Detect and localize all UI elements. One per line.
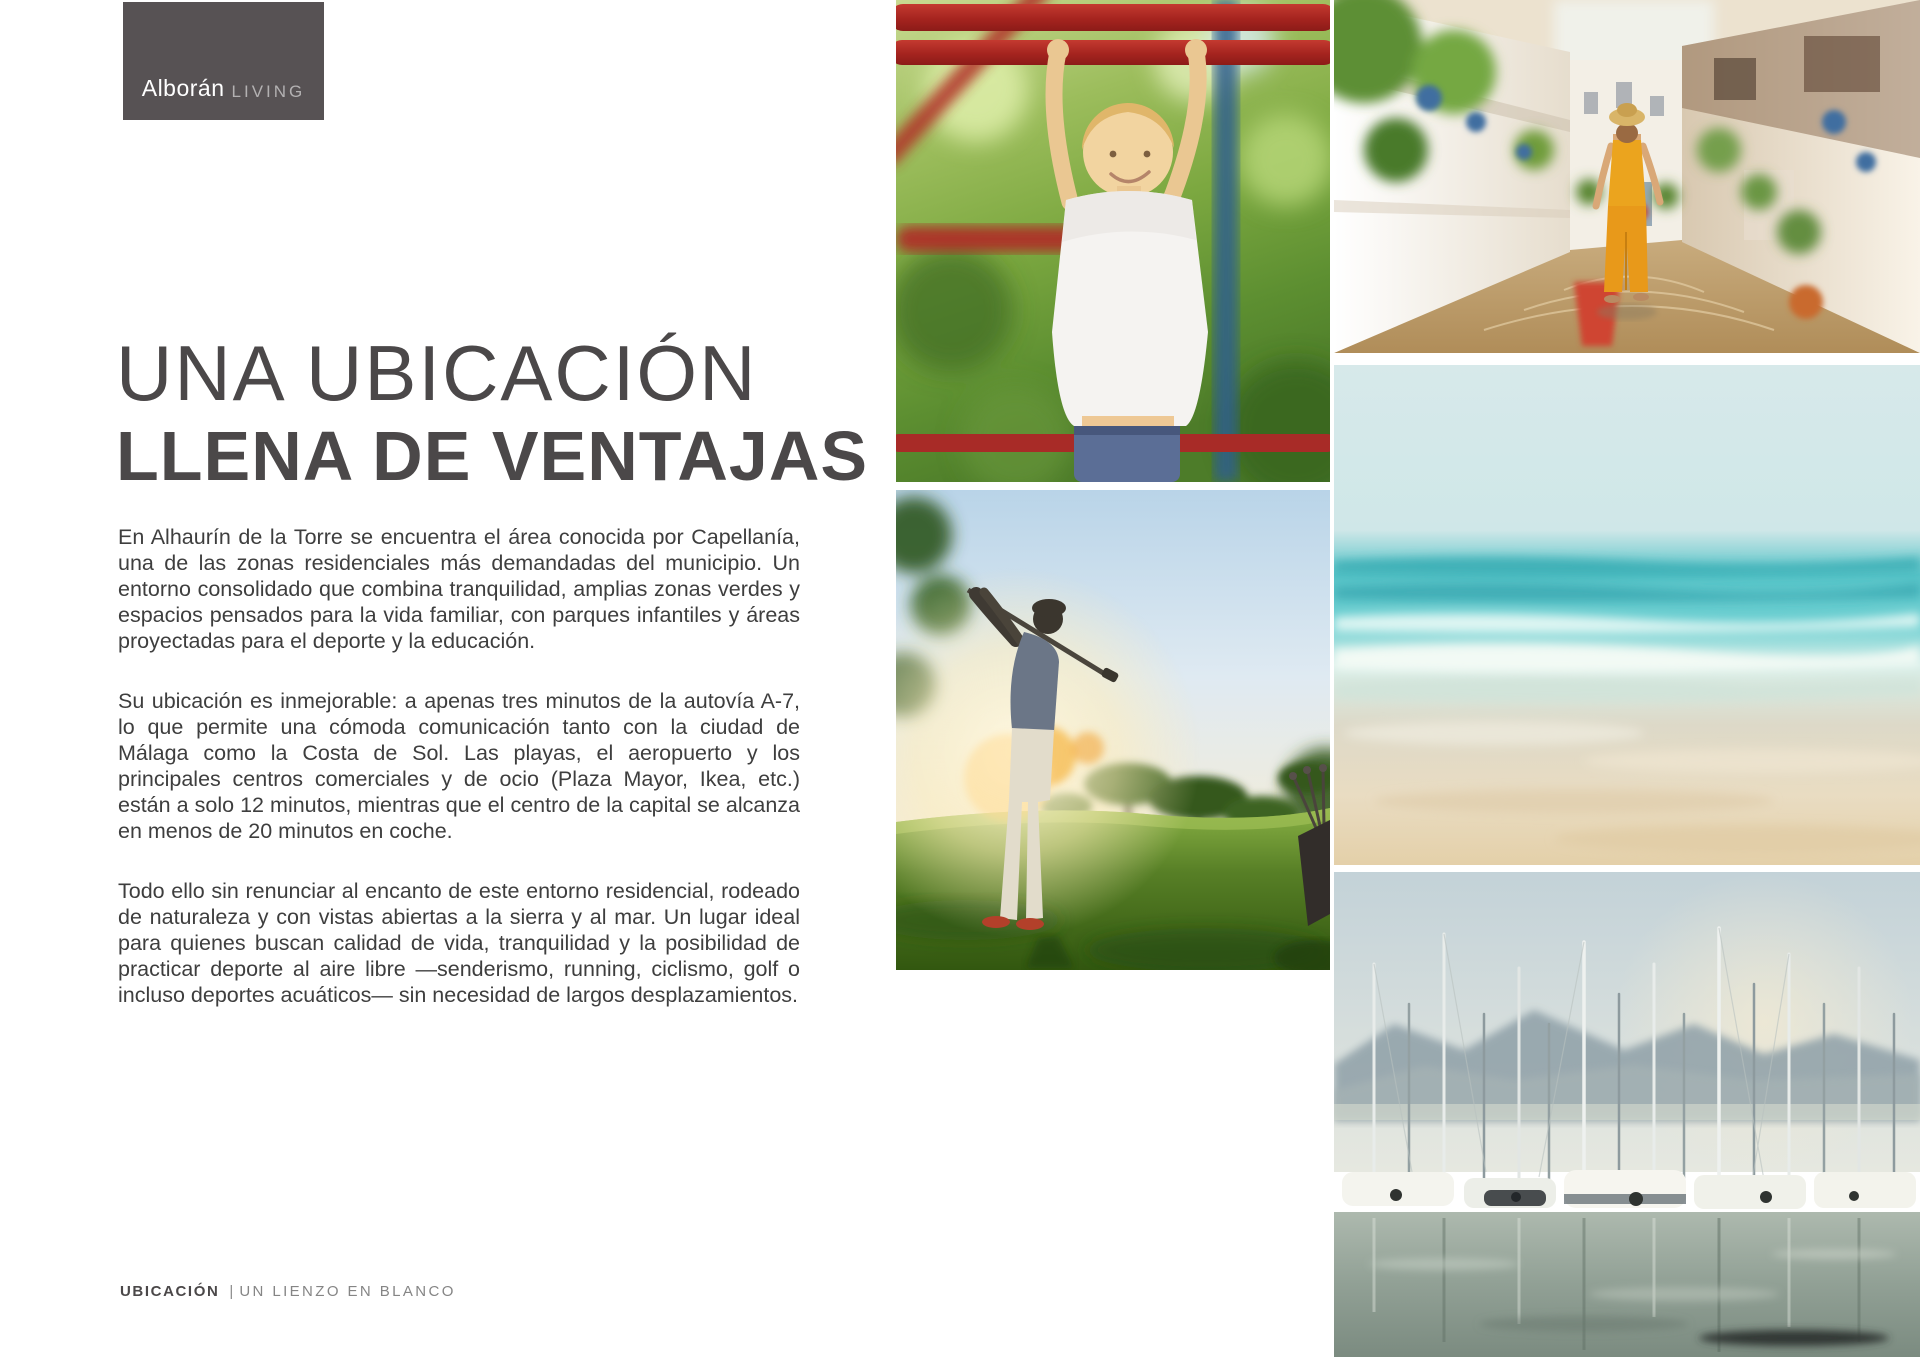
brand-suffix: LIVING (231, 82, 306, 101)
photo-marina (1334, 872, 1920, 1357)
paragraph-connections: Su ubicación es inmejorable: a apenas tres minutos de la autovía A-7, lo que permite una cómoda comunicación tanto con la ciudad de Málaga como la Costa de Sol. Las playas, el aeropuerto y los principales centros comerciales y de ocio (Plaza Mayor, Ikea, etc.) están a solo 12 minutos, mientras que el centro de la capital se alcanza en menos de 20 minutos en coche. (118, 689, 800, 843)
beach-illustration (1334, 365, 1920, 865)
body-copy (118, 524, 800, 1042)
photo-white-village-street (1334, 0, 1920, 353)
playground-illustration (896, 0, 1330, 482)
photo-beach (1334, 365, 1920, 865)
footer-divider: | (229, 1283, 234, 1300)
paragraph-location: En Alhaurín de la Torre se encuentra el área conocida por Capellanía, una de las zonas residenciales más demandadas del municipio. Un entorno consolidado que combina tranquilidad, amplias zonas verdes y espacios pensados para la vida familiar, con parques infantiles y áreas proyectadas para el deporte y la educación. (118, 525, 800, 653)
footer-section-label: UBICACIÓN (120, 1283, 220, 1300)
page-title (116, 329, 869, 495)
page-title-line1: UNA UBICACIÓN (116, 329, 758, 417)
brand-logo (123, 2, 324, 120)
footer-tagline: UN LIENZO EN BLANCO (239, 1283, 456, 1300)
photo-golfer (896, 490, 1330, 970)
street-illustration (1334, 0, 1920, 353)
brand-name: Alborán (141, 75, 225, 101)
photo-playground-child (896, 0, 1330, 482)
golf-illustration (896, 490, 1330, 970)
paragraph-lifestyle: Todo ello sin renunciar al encanto de este entorno residencial, rodeado de naturaleza y con vistas abiertas a la sierra y al mar. Un lugar ideal para quienes buscan calidad de vida, tranquilidad y la posibilidad de practicar deporte al aire libre —senderismo, running, ciclismo, golf o incluso deportes acuáticos— sin necesidad de largos desplazamientos. (118, 879, 800, 1007)
page-title-line2: LLENA DE VENTAJAS (116, 416, 869, 495)
marina-illustration (1334, 872, 1920, 1357)
page-footer (120, 1283, 456, 1300)
